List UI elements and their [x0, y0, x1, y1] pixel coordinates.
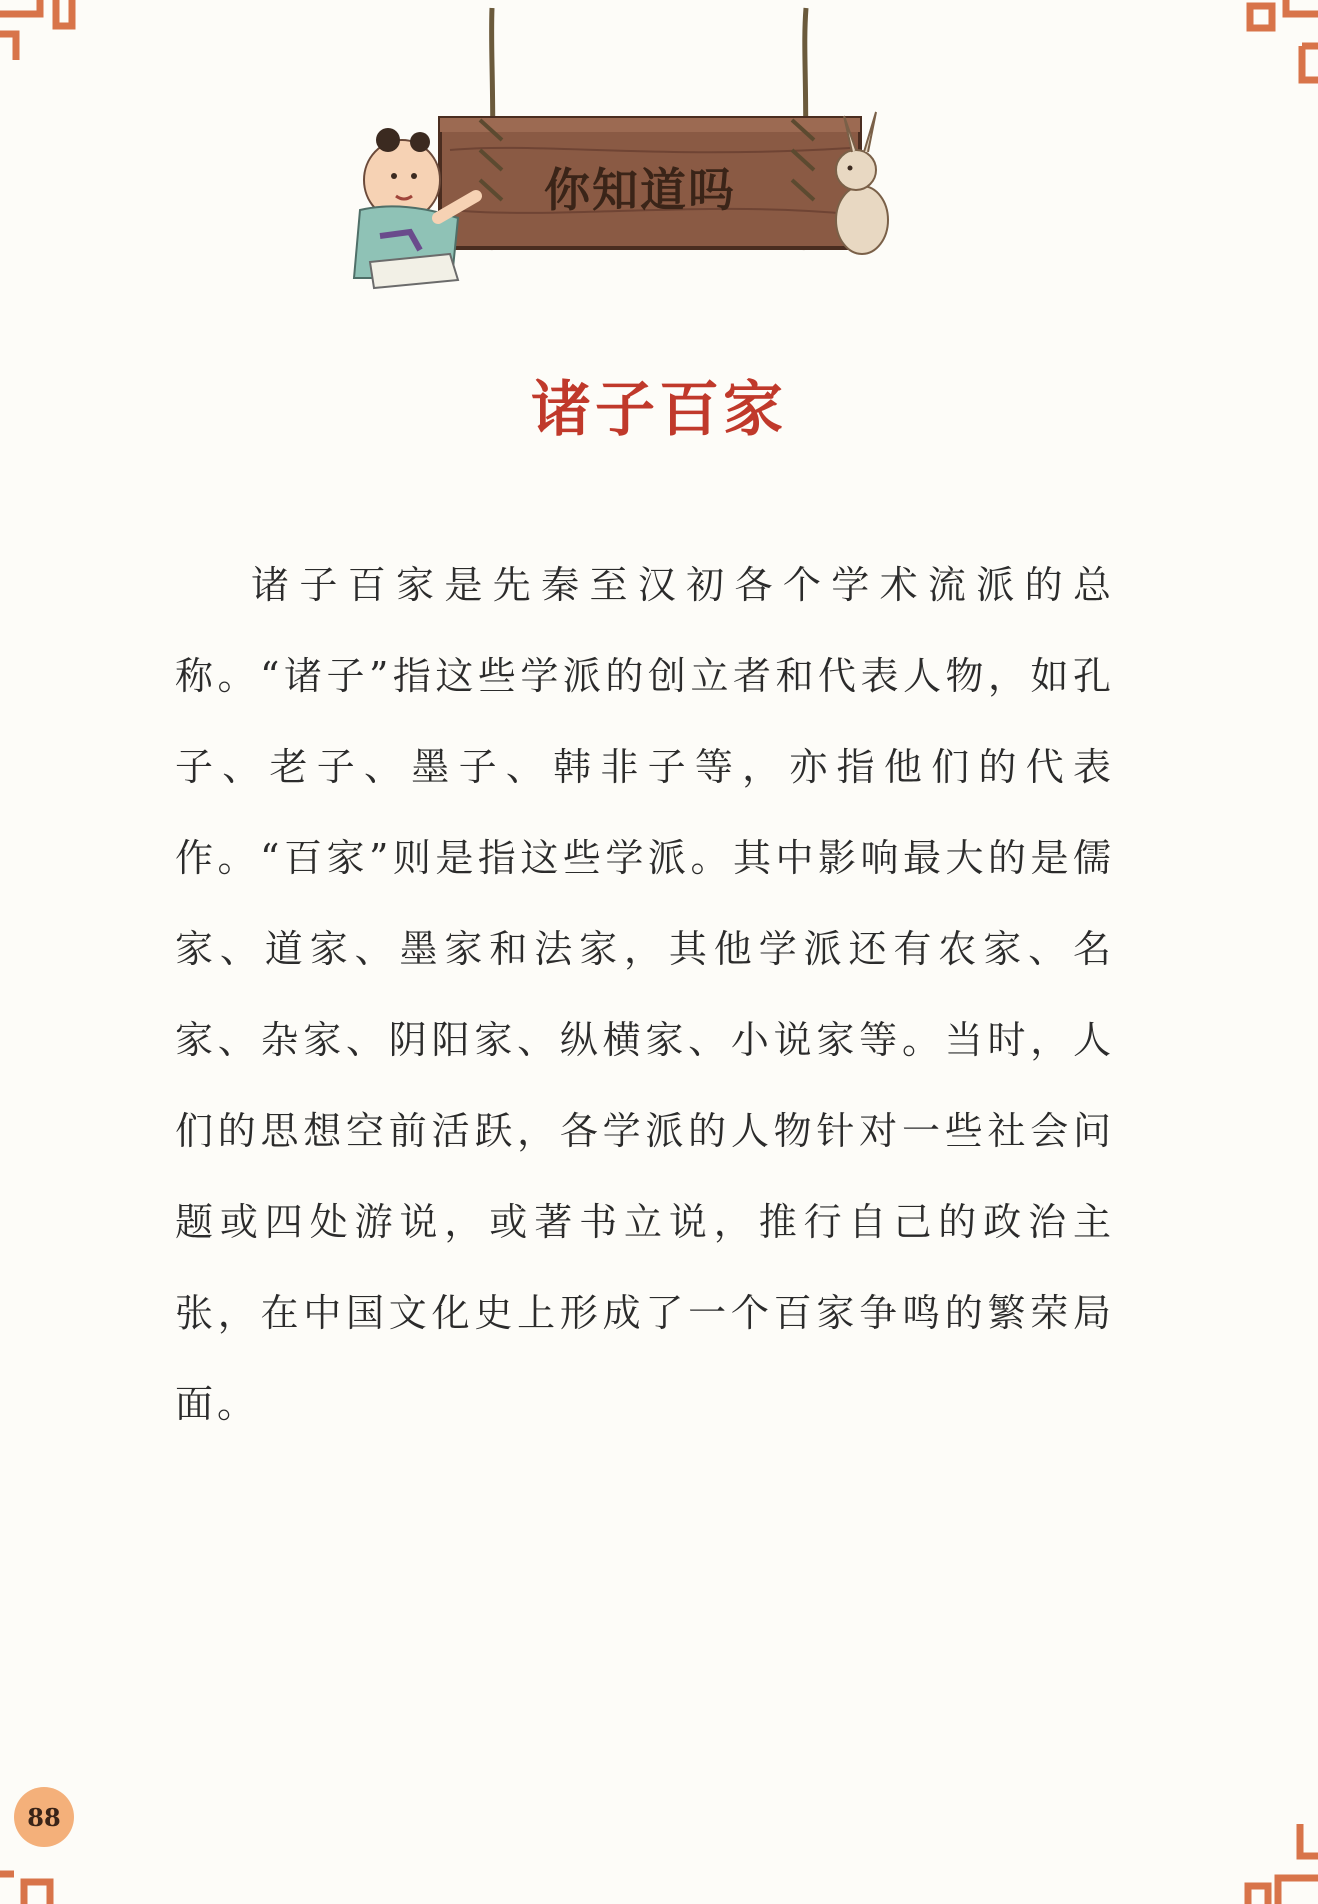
corner-ornament-bottom-left — [0, 1864, 60, 1904]
header-illustration — [340, 0, 920, 300]
page-number-badge — [14, 1787, 74, 1847]
corner-ornament-top-right — [1238, 0, 1318, 90]
page-title: 诸子百家 — [531, 375, 787, 445]
corner-ornament-top-left — [0, 0, 80, 80]
page-number: 88 — [27, 1802, 61, 1832]
sign-label: 你知道吗 — [544, 163, 736, 217]
article-body: 诸子百家是先秦至汉初各个学术流派的总称。“诸子”指这些学派的创立者和代表人物，如孔子、老子、墨子、韩非子等，亦指他们的代表作。“百家”则是指这些学派。其中影响最大的是儒家、道家、墨家和法家，其他学派还有农家、名家、杂家、阴阳家、纵横家、小说家等。当时，人们的思想空前活跃，各学派的人物针对一些社会问题或四处游说，或著书立说，推行自己的政治主张，在中国文化史上形成了一个百家争鸣的繁荣局面。 — [175, 563, 1115, 1426]
corner-ornament-bottom-right — [1228, 1824, 1318, 1904]
